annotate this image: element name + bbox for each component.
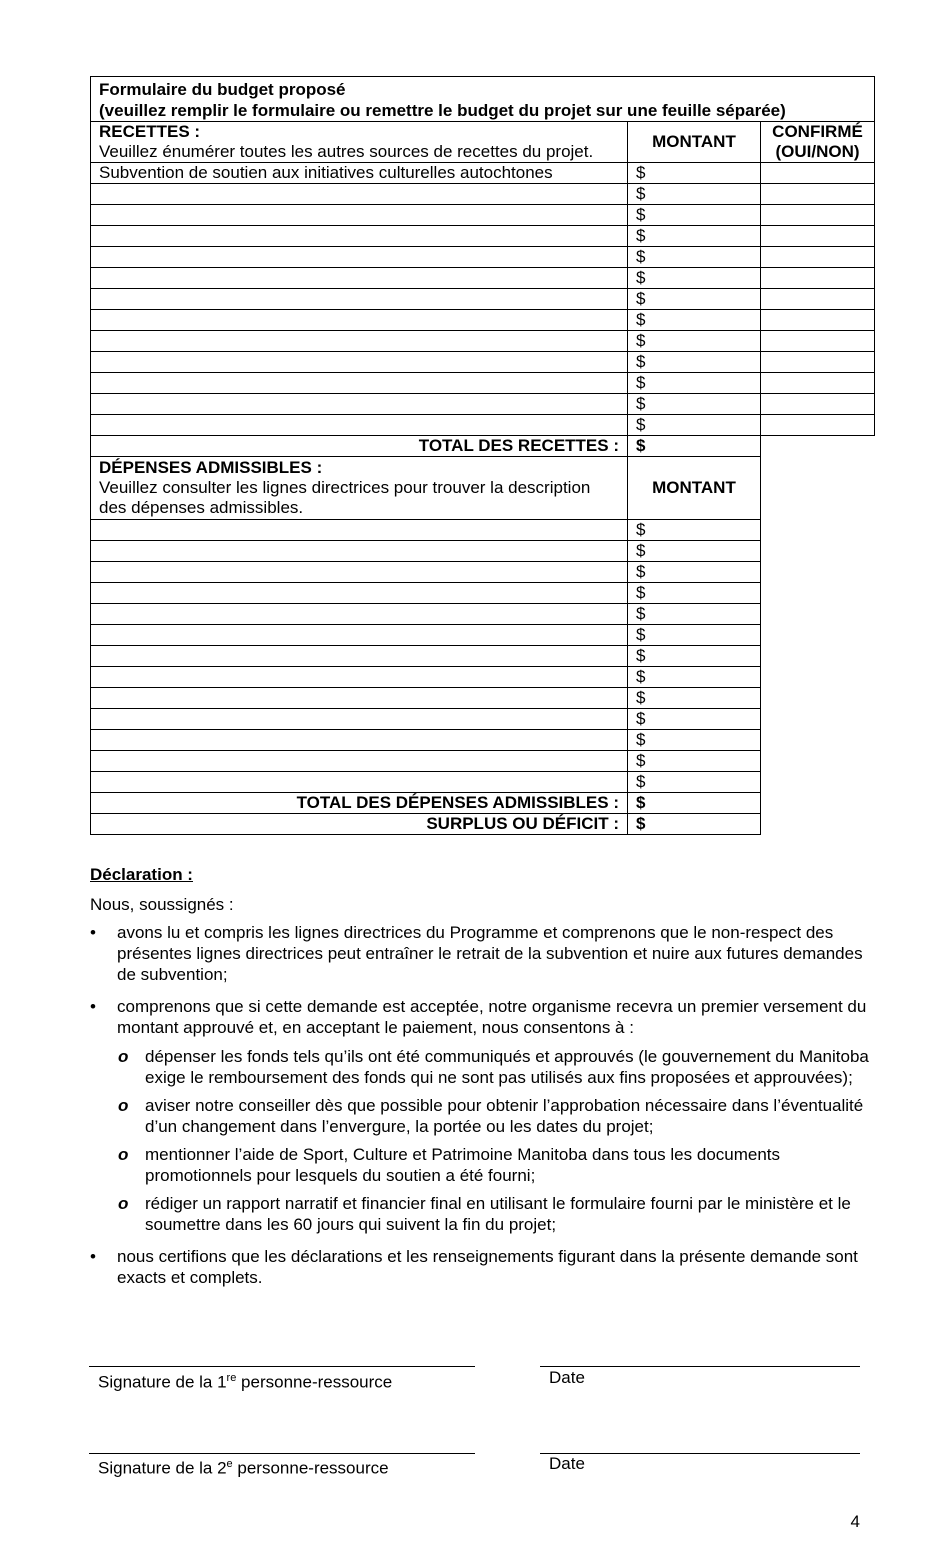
declaration-item-text: comprenons que si cette demande est acceptée, notre organisme recevra un premier versement du montant approuvé et, en acceptant le paiement, nous consentons à : (117, 997, 867, 1037)
revenue-confirmed-cell[interactable] (761, 310, 875, 331)
expense-amount-cell[interactable]: $ (628, 583, 761, 604)
bullet-icon: • (90, 1247, 96, 1266)
expense-amount-cell[interactable]: $ (628, 772, 761, 793)
revenue-total-amount[interactable]: $ (628, 436, 761, 457)
revenue-row (91, 331, 875, 352)
empty-cell (761, 457, 875, 520)
revenue-amount-cell[interactable]: $ (628, 205, 761, 226)
expenses-heading: DÉPENSES ADMISSIBLES : (99, 458, 323, 477)
revenue-confirmed-cell[interactable] (761, 352, 875, 373)
signature-2-prefix: Signature de la 2 (98, 1458, 227, 1478)
expense-amount-cell[interactable]: $ (628, 709, 761, 730)
expense-row (91, 646, 875, 667)
form-title-cell (91, 77, 875, 122)
surplus-amount[interactable]: $ (628, 814, 761, 835)
expense-row (91, 751, 875, 772)
revenue-source-cell[interactable] (91, 310, 628, 331)
revenue-amount-cell[interactable]: $ (628, 184, 761, 205)
revenue-row (91, 268, 875, 289)
expense-row (91, 688, 875, 709)
revenue-row (91, 226, 875, 247)
expense-row (91, 730, 875, 751)
expense-row (91, 583, 875, 604)
revenues-amount-header: MONTANT (628, 122, 761, 163)
revenue-confirmed-cell[interactable] (761, 394, 875, 415)
budget-table (90, 76, 875, 835)
revenue-amount-cell[interactable]: $ (628, 289, 761, 310)
declaration-subitem-text: rédiger un rapport narratif et financier final en utilisant le formulaire fourni par le ministère et le soumettre dans les 60 jours qui suivent la fin du projet; (145, 1194, 851, 1234)
revenue-amount-cell[interactable]: $ (628, 352, 761, 373)
date-1-label: Date (549, 1368, 585, 1387)
revenue-row (91, 352, 875, 373)
expense-amount-cell[interactable]: $ (628, 562, 761, 583)
revenue-row (91, 205, 875, 226)
date-1-line[interactable] (540, 1366, 860, 1367)
expense-item-cell[interactable] (91, 751, 628, 772)
revenue-row (91, 247, 875, 268)
expense-item-cell[interactable] (91, 646, 628, 667)
revenues-description: Veuillez énumérer toutes les autres sources de recettes du projet. (99, 142, 594, 161)
confirmed-header-line1: CONFIRMÉ (772, 122, 863, 141)
page-number: 4 (850, 1512, 860, 1531)
empty-cell (761, 646, 875, 667)
expense-row (91, 604, 875, 625)
expense-item-cell[interactable] (91, 562, 628, 583)
declaration-subitem (117, 1144, 870, 1186)
revenue-source-cell[interactable] (91, 184, 628, 205)
expense-item-cell[interactable] (91, 604, 628, 625)
revenue-amount-cell[interactable]: $ (628, 163, 761, 184)
bullet-icon: • (90, 997, 96, 1016)
expenses-description: Veuillez consulter les lignes directrices pour trouver la description des dépenses admissibles. (99, 478, 591, 517)
expenses-header-row (91, 457, 875, 520)
surplus-label: SURPLUS OU DÉFICIT : (91, 814, 628, 835)
empty-cell (761, 730, 875, 751)
revenue-source-cell[interactable] (91, 373, 628, 394)
expense-row (91, 520, 875, 541)
revenue-row (91, 394, 875, 415)
declaration-intro: Nous, soussignés : (90, 895, 234, 914)
signature-2-sup: e (226, 1458, 233, 1470)
expense-row (91, 772, 875, 793)
expense-item-cell[interactable] (91, 709, 628, 730)
declaration-title: Déclaration : (90, 865, 193, 884)
expenses-amount-header: MONTANT (628, 457, 761, 520)
revenue-amount-cell[interactable]: $ (628, 247, 761, 268)
revenue-confirmed-cell[interactable] (761, 163, 875, 184)
expense-amount-cell[interactable]: $ (628, 667, 761, 688)
surplus-row (91, 814, 875, 835)
declaration-item (90, 1246, 870, 1288)
expense-item-cell[interactable] (91, 730, 628, 751)
signature-1-sup: re (226, 1372, 237, 1384)
form-title: Formulaire du budget proposé (99, 79, 346, 99)
expense-total-row (91, 793, 875, 814)
revenue-confirmed-cell[interactable] (761, 289, 875, 310)
expense-amount-cell[interactable]: $ (628, 688, 761, 709)
circle-bullet-icon: o (118, 1194, 129, 1213)
revenue-source-cell[interactable] (91, 289, 628, 310)
declaration-item (90, 996, 870, 1235)
form-subtitle: (veuillez remplir le formulaire ou remettre le budget du projet sur une feuille séparée) (99, 100, 786, 120)
declaration-subitem-text: aviser notre conseiller dès que possible pour obtenir l’approbation nécessaire dans l’éventualité d’un changement dans l’envergure, la portée ou les dates du projet; (145, 1096, 864, 1136)
signature-1-suffix: personne-ressource (236, 1372, 393, 1392)
revenue-amount-cell[interactable]: $ (628, 310, 761, 331)
date-2-line[interactable] (540, 1453, 860, 1454)
revenue-row (91, 415, 875, 436)
expense-item-cell[interactable] (91, 583, 628, 604)
expense-item-cell[interactable] (91, 772, 628, 793)
revenues-confirmed-header (761, 122, 875, 163)
revenue-total-label: TOTAL DES RECETTES : (91, 436, 628, 457)
expense-amount-cell[interactable]: $ (628, 625, 761, 646)
expense-row (91, 541, 875, 562)
expense-amount-cell[interactable]: $ (628, 604, 761, 625)
revenue-amount-cell[interactable]: $ (628, 415, 761, 436)
revenue-row (91, 373, 875, 394)
revenues-header-cell (91, 122, 628, 163)
expense-item-cell[interactable] (91, 667, 628, 688)
revenue-confirmed-cell[interactable] (761, 331, 875, 352)
circle-bullet-icon: o (118, 1096, 129, 1115)
confirmed-header-line2: (OUI/NON) (775, 142, 860, 161)
declaration-item-text: nous certifions que les déclarations et les renseignements figurant dans la présente demande sont exacts et complets. (117, 1247, 858, 1287)
empty-cell (761, 583, 875, 604)
empty-cell (761, 688, 875, 709)
empty-cell (761, 520, 875, 541)
revenue-confirmed-cell[interactable] (761, 268, 875, 289)
declaration-list (90, 922, 870, 1288)
revenue-confirmed-cell[interactable] (761, 184, 875, 205)
empty-cell (761, 772, 875, 793)
declaration-item (90, 922, 870, 985)
revenue-source-cell[interactable] (91, 331, 628, 352)
revenue-amount-cell[interactable]: $ (628, 331, 761, 352)
expenses-header-cell (91, 457, 628, 520)
empty-cell (761, 604, 875, 625)
expense-row (91, 709, 875, 730)
bullet-icon: • (90, 923, 96, 942)
signature-1-prefix: Signature de la 1 (98, 1372, 227, 1392)
revenue-row (91, 163, 875, 184)
expense-amount-cell[interactable]: $ (628, 646, 761, 667)
empty-cell (761, 436, 875, 457)
empty-cell (761, 541, 875, 562)
signature-2-suffix: personne-ressource (232, 1458, 389, 1478)
expense-row (91, 562, 875, 583)
empty-cell (761, 625, 875, 646)
expense-item-cell[interactable] (91, 520, 628, 541)
revenue-confirmed-cell[interactable] (761, 373, 875, 394)
revenue-row (91, 310, 875, 331)
revenue-source-cell[interactable]: Subvention de soutien aux initiatives culturelles autochtones (91, 163, 628, 184)
signature-1-label (98, 1367, 392, 1394)
circle-bullet-icon: o (118, 1145, 129, 1164)
expense-item-cell[interactable] (91, 625, 628, 646)
signature-2-label (98, 1453, 389, 1480)
declaration-sublist (117, 1046, 870, 1235)
declaration-subitem (117, 1095, 870, 1137)
revenue-amount-cell[interactable]: $ (628, 226, 761, 247)
revenues-heading: RECETTES : (99, 122, 201, 141)
expense-amount-cell[interactable]: $ (628, 751, 761, 772)
expense-total-label: TOTAL DES DÉPENSES ADMISSIBLES : (91, 793, 628, 814)
empty-cell (761, 793, 875, 814)
expense-amount-cell[interactable]: $ (628, 541, 761, 562)
revenues-header-row (91, 122, 875, 163)
expense-row (91, 667, 875, 688)
declaration-subitem-text: dépenser les fonds tels qu’ils ont été communiqués et approuvés (le gouvernement du Manitoba exige le remboursement des fonds qui ne sont pas utilisés aux fins proposées et approuvées); (145, 1047, 869, 1087)
revenue-source-cell[interactable] (91, 415, 628, 436)
declaration-section (90, 864, 870, 1299)
declaration-subitem (117, 1193, 870, 1235)
declaration-subitem (117, 1046, 870, 1088)
revenue-source-cell[interactable] (91, 394, 628, 415)
revenue-confirmed-cell[interactable] (761, 415, 875, 436)
form-title-row (91, 77, 875, 122)
empty-cell (761, 709, 875, 730)
revenue-amount-cell[interactable]: $ (628, 373, 761, 394)
expense-item-cell[interactable] (91, 541, 628, 562)
date-2-label: Date (549, 1454, 585, 1473)
revenue-amount-cell[interactable]: $ (628, 268, 761, 289)
empty-cell (761, 667, 875, 688)
revenue-source-cell[interactable] (91, 205, 628, 226)
expense-total-amount[interactable]: $ (628, 793, 761, 814)
empty-cell (761, 814, 875, 835)
declaration-subitem-text: mentionner l’aide de Sport, Culture et Patrimoine Manitoba dans tous les documents promotionnels pour lesquels du soutien a été fourni; (145, 1145, 781, 1185)
revenue-source-cell[interactable] (91, 352, 628, 373)
revenue-total-row (91, 436, 875, 457)
expense-item-cell[interactable] (91, 688, 628, 709)
empty-cell (761, 751, 875, 772)
expense-amount-cell[interactable]: $ (628, 730, 761, 751)
empty-cell (761, 562, 875, 583)
circle-bullet-icon: o (118, 1047, 129, 1066)
revenue-row (91, 184, 875, 205)
declaration-item-text: avons lu et compris les lignes directrices du Programme et comprenons que le non-respect des présentes lignes directrices peut entraîner le retrait de la subvention et nuire aux futures demandes de subvention; (117, 923, 863, 984)
revenue-source-cell[interactable] (91, 247, 628, 268)
revenue-row (91, 289, 875, 310)
revenue-source-cell[interactable] (91, 268, 628, 289)
expense-amount-cell[interactable]: $ (628, 520, 761, 541)
revenue-confirmed-cell[interactable] (761, 247, 875, 268)
revenue-source-cell[interactable] (91, 226, 628, 247)
expense-row (91, 625, 875, 646)
revenue-confirmed-cell[interactable] (761, 205, 875, 226)
revenue-confirmed-cell[interactable] (761, 226, 875, 247)
revenue-amount-cell[interactable]: $ (628, 394, 761, 415)
